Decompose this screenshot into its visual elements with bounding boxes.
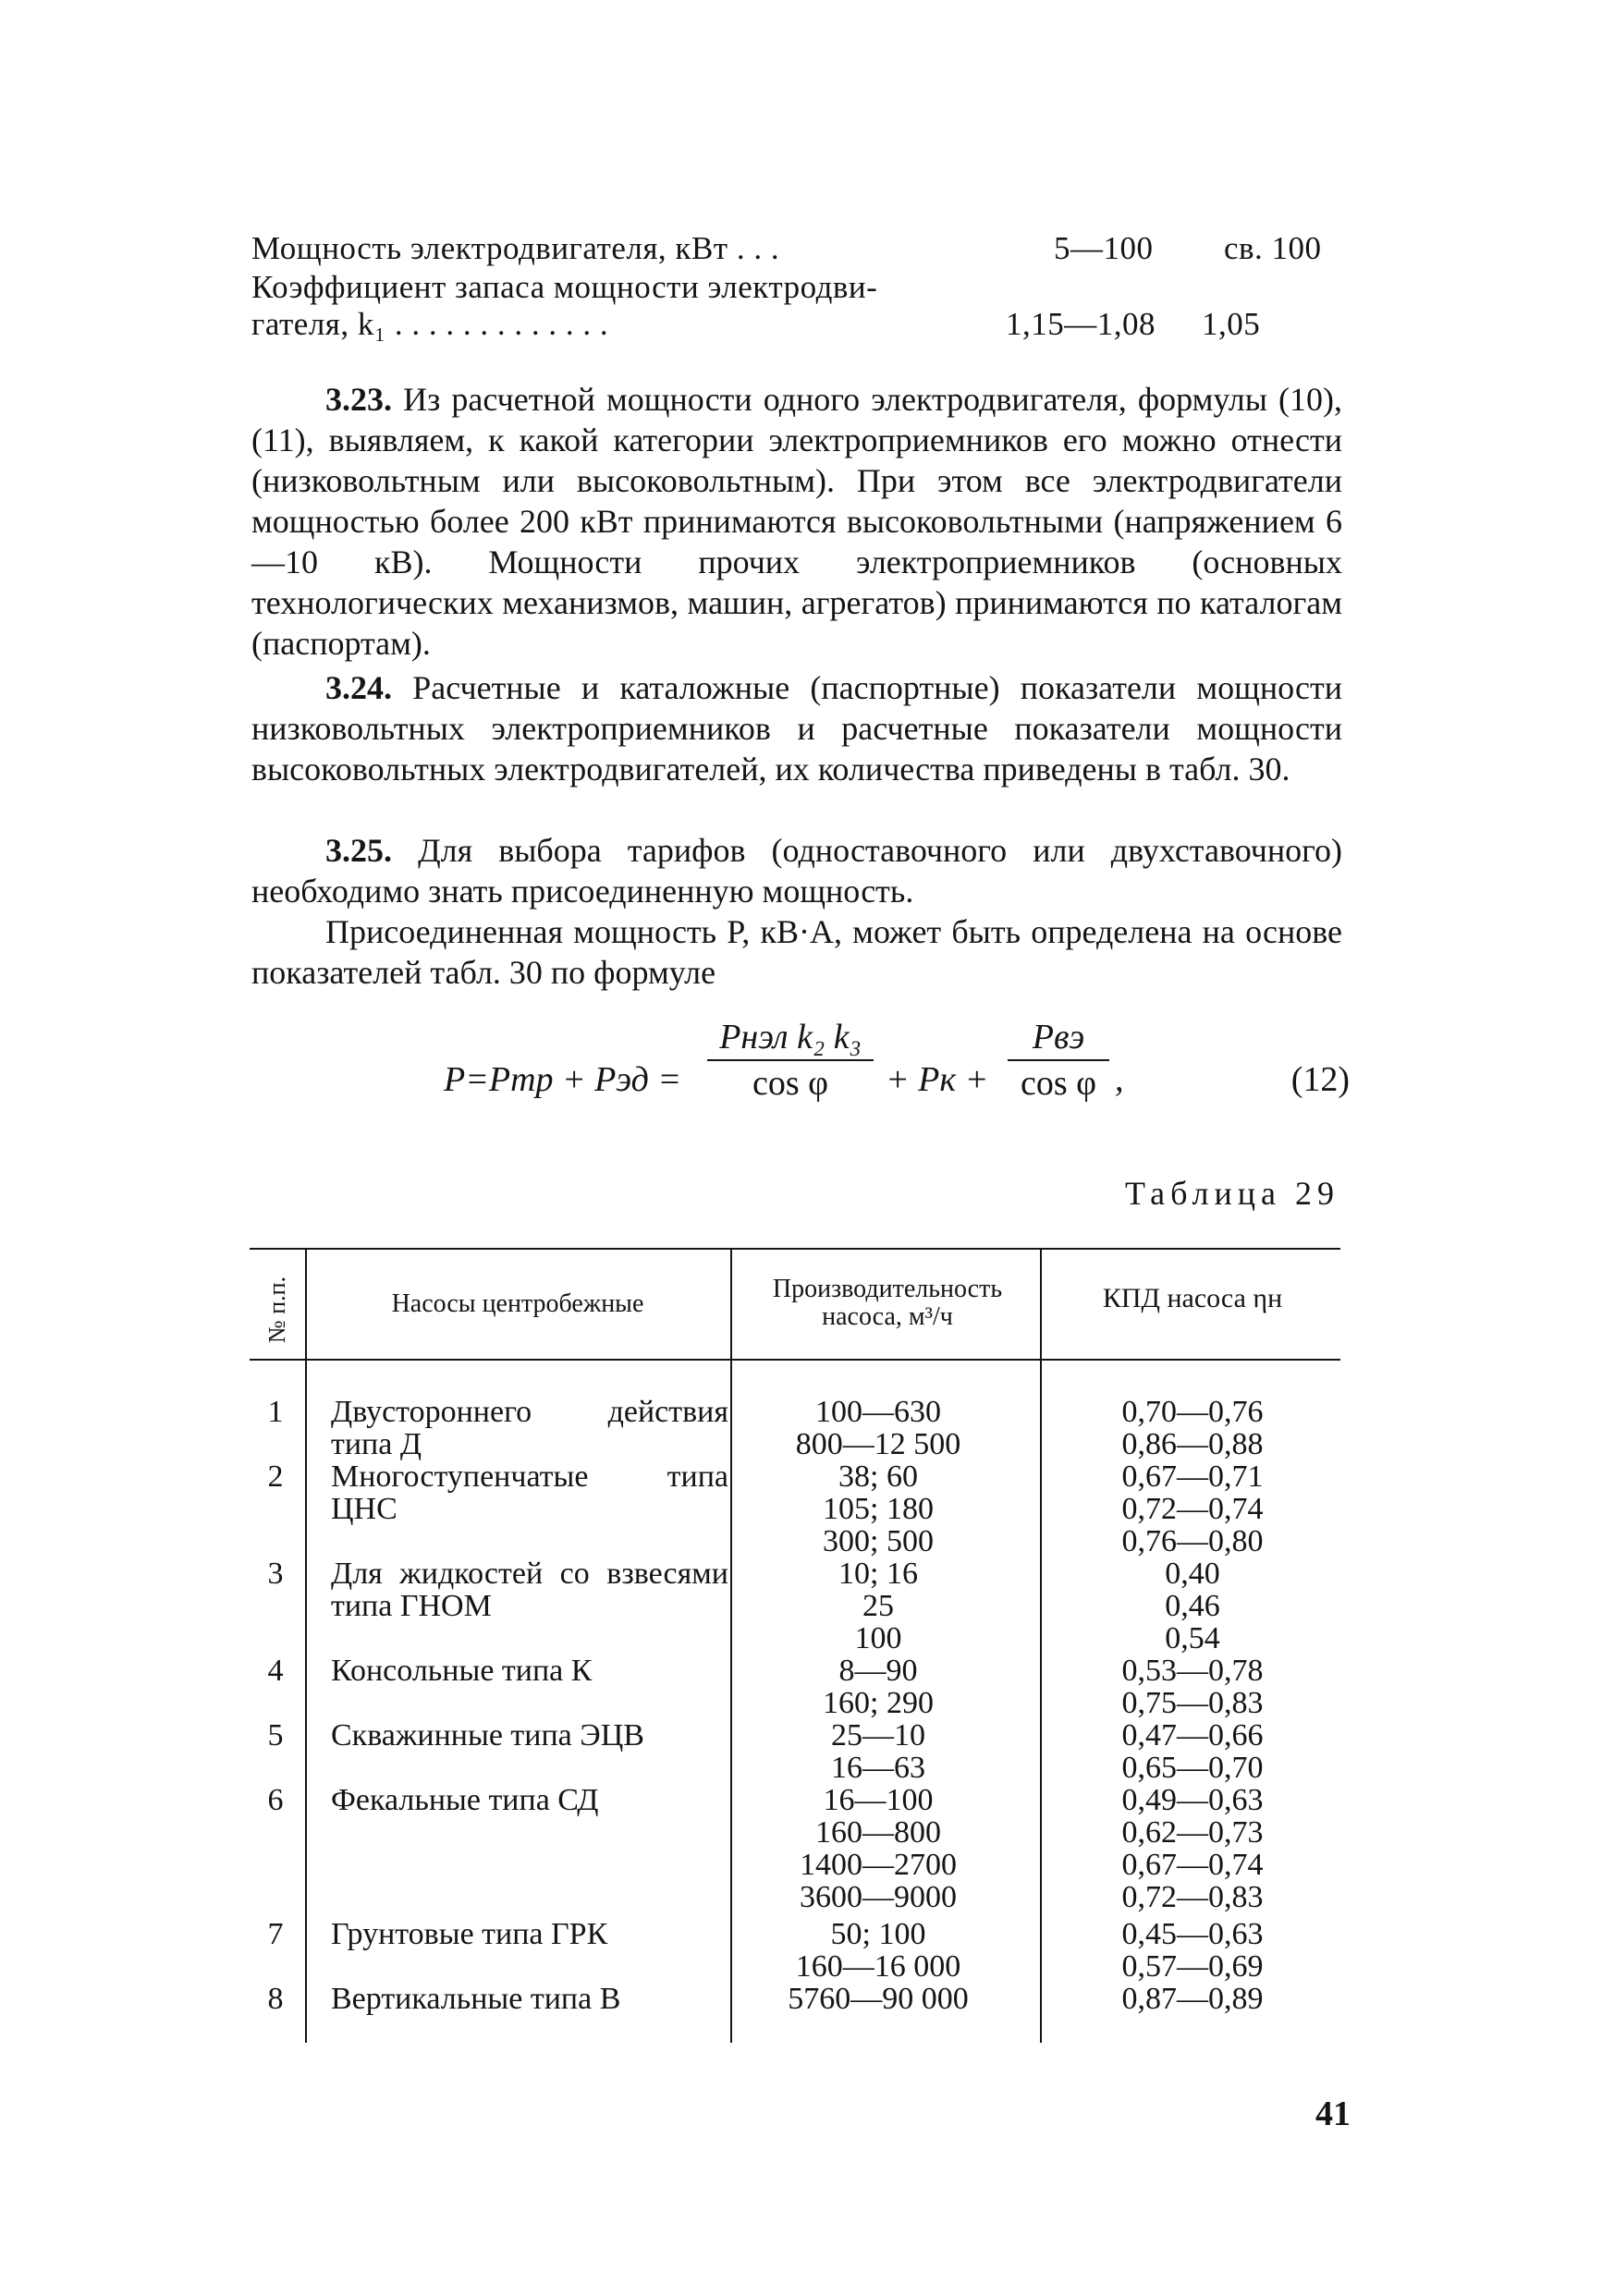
table-row-efficiency: 0,57—0,69 xyxy=(1121,1949,1264,1984)
table-row-capacity: 160—16 000 xyxy=(795,1949,961,1984)
formula-comma: , xyxy=(1115,1060,1124,1099)
table-row-pump-name: Двустороннего действия типа Д xyxy=(331,1395,728,1461)
table-row-capacity: 38; 60 xyxy=(838,1459,918,1494)
paragraph-3-24 xyxy=(251,667,1342,789)
table-row-capacity: 105; 180 xyxy=(823,1492,934,1526)
spec-coef-value-2: 1,05 xyxy=(1202,306,1261,342)
paragraph-text: Присоединенная мощность P, кВ·А, может быть определена на основе показателей табл. 30 по формуле xyxy=(251,913,1342,991)
formula-fraction-2 xyxy=(1008,1017,1109,1104)
table-column-divider xyxy=(1040,1248,1042,2043)
formula-fraction-1 xyxy=(707,1017,874,1104)
table-row-capacity: 25—10 xyxy=(831,1718,925,1753)
paragraph-text: Из расчетной мощности одного электродвигателя, формулы (10), (11), выявляем, к какой категории электроприемников его можно отнести (низковольтным или высоковольтным). При этом все электродвигатели мощностью более 200 кВт принимаются высоковольтными (напряжением 6—10 кВ). Мощности прочих электроприемников (основных технологических механизмов, машин, агрегатов) принимаются по каталогам (паспортам). xyxy=(251,381,1342,662)
table-row-capacity: 3600—9000 xyxy=(800,1880,957,1914)
table-row-number: 2 xyxy=(267,1459,284,1494)
table-row-efficiency: 0,67—0,74 xyxy=(1121,1848,1264,1882)
spec-coef-row-1 xyxy=(251,268,877,306)
table-header-capacity: Производительность насоса, м³/ч xyxy=(772,1275,1003,1331)
paragraph-text: Для выбора тарифов (одноставочного или двухставочного) необходимо знать присоединенную мощность. xyxy=(251,832,1343,910)
spec-coef-value-1: 1,15—1,08 xyxy=(1006,306,1156,342)
table-row-pump-name: Для жидкостей со взвесями типа ГНОМ xyxy=(331,1557,728,1623)
formula-number: (12) xyxy=(1290,1060,1350,1099)
table-row-capacity: 160; 290 xyxy=(823,1686,934,1720)
table-row-number: 8 xyxy=(267,1982,284,2016)
table-row-efficiency: 0,70—0,76 xyxy=(1121,1395,1264,1429)
table-row-efficiency: 0,67—0,71 xyxy=(1121,1459,1264,1494)
table-row-capacity: 100—630 xyxy=(815,1395,941,1429)
table-row-capacity: 10; 16 xyxy=(838,1557,918,1591)
paragraph-connected-power xyxy=(251,911,1342,993)
table-row-efficiency: 0,62—0,73 xyxy=(1121,1815,1264,1850)
paragraph-3-25 xyxy=(251,830,1342,911)
formula-12 xyxy=(444,1017,1350,1128)
formula-fraction-1-denominator: cos φ xyxy=(752,1064,829,1103)
table-row-pump-name: Вертикальные типа В xyxy=(331,1982,621,2016)
table-row-efficiency: 0,72—0,74 xyxy=(1121,1492,1264,1526)
paragraph-number: 3.24. xyxy=(325,669,392,706)
spec-power-row xyxy=(251,229,1322,267)
paragraph-3-23 xyxy=(251,379,1342,664)
table-row-pump-name: Консольные типа К xyxy=(331,1654,593,1688)
paragraph-number: 3.25. xyxy=(325,832,392,869)
paragraph-number: 3.23. xyxy=(325,381,392,418)
table-caption: Таблица 29 xyxy=(1125,1175,1339,1212)
table-row-number: 1 xyxy=(267,1395,284,1429)
table-header-number: № п.п. xyxy=(263,1276,290,1344)
table-row-pump-name: Многоступенчатые типа ЦНС xyxy=(331,1459,728,1526)
table-row-efficiency: 0,87—0,89 xyxy=(1121,1982,1264,2016)
table-row-efficiency: 0,65—0,70 xyxy=(1121,1751,1264,1785)
table-row-capacity: 100 xyxy=(854,1621,902,1655)
table-row-capacity: 300; 500 xyxy=(823,1524,934,1558)
table-row-number: 7 xyxy=(267,1917,284,1951)
table-row-efficiency: 0,54 xyxy=(1165,1621,1220,1655)
table-row-number: 4 xyxy=(267,1654,284,1688)
table-row-pump-name: Фекальные типа СД xyxy=(331,1783,599,1817)
table-row-pump-name: Скважинные типа ЭЦВ xyxy=(331,1718,644,1753)
paragraph-text: Расчетные и каталожные (паспортные) показатели мощности низковольтных электроприемников и расчетные показатели мощности высоковольтных электродвигателей, их количества приведены в табл. 30. xyxy=(251,669,1343,788)
table-column-divider xyxy=(305,1248,307,2043)
spec-coef-row-2 xyxy=(251,305,1261,343)
formula-fraction-1-numerator: Pнэл k₂ k₃ xyxy=(719,1018,862,1056)
table-row-pump-name: Грунтовые типа ГРК xyxy=(331,1917,608,1951)
spec-power-label: Мощность электродвигателя, кВт . . . xyxy=(251,230,780,266)
table-row-efficiency: 0,49—0,63 xyxy=(1121,1783,1264,1817)
table-row-capacity: 160—800 xyxy=(815,1815,941,1850)
table-column-divider xyxy=(730,1248,732,2043)
table-header-pump-type: Насосы центробежные xyxy=(391,1289,644,1318)
table-row-efficiency: 0,45—0,63 xyxy=(1121,1917,1264,1951)
formula-fraction-2-denominator: cos φ xyxy=(1020,1064,1097,1103)
spec-coef-label-2: гателя, k₁ . . . . . . . . . . . . . xyxy=(251,306,609,342)
table-row-number: 6 xyxy=(267,1783,284,1817)
table-row-efficiency: 0,47—0,66 xyxy=(1121,1718,1264,1753)
spec-power-value-2: св. 100 xyxy=(1224,230,1322,266)
formula-middle: + Pк + xyxy=(886,1060,989,1099)
table-row-efficiency: 0,72—0,83 xyxy=(1121,1880,1264,1914)
formula-fraction-2-numerator: Pвэ xyxy=(1032,1018,1085,1056)
page-number: 41 xyxy=(1315,2094,1351,2133)
formula-lhs: P=Pтр + Pэд = xyxy=(444,1060,681,1099)
table-top-rule xyxy=(250,1248,1340,1250)
table-header-rule xyxy=(250,1359,1340,1361)
table-row-capacity: 16—100 xyxy=(823,1783,934,1817)
table-row-capacity: 1400—2700 xyxy=(800,1848,957,1882)
table-row-capacity: 16—63 xyxy=(831,1751,925,1785)
table-row-efficiency: 0,76—0,80 xyxy=(1121,1524,1264,1558)
table-row-efficiency: 0,40 xyxy=(1165,1557,1220,1591)
table-row-capacity: 5760—90 000 xyxy=(788,1982,969,2016)
table-row-efficiency: 0,46 xyxy=(1165,1589,1220,1623)
table-row-efficiency: 0,53—0,78 xyxy=(1121,1654,1264,1688)
table-row-number: 3 xyxy=(267,1557,284,1591)
spec-coef-label-1: Коэффициент запаса мощности электродви- xyxy=(251,269,878,305)
table-row-capacity: 50; 100 xyxy=(830,1917,926,1951)
table-row-capacity: 8—90 xyxy=(838,1654,918,1688)
table-row-efficiency: 0,86—0,88 xyxy=(1121,1427,1264,1461)
table-row-capacity: 25 xyxy=(862,1589,894,1623)
table-header-efficiency: КПД насоса ηн xyxy=(1102,1283,1283,1313)
table-row-capacity: 800—12 500 xyxy=(795,1427,961,1461)
table-row-number: 5 xyxy=(267,1718,284,1753)
table-row-efficiency: 0,75—0,83 xyxy=(1121,1686,1264,1720)
spec-power-value-1: 5—100 xyxy=(1054,230,1154,266)
